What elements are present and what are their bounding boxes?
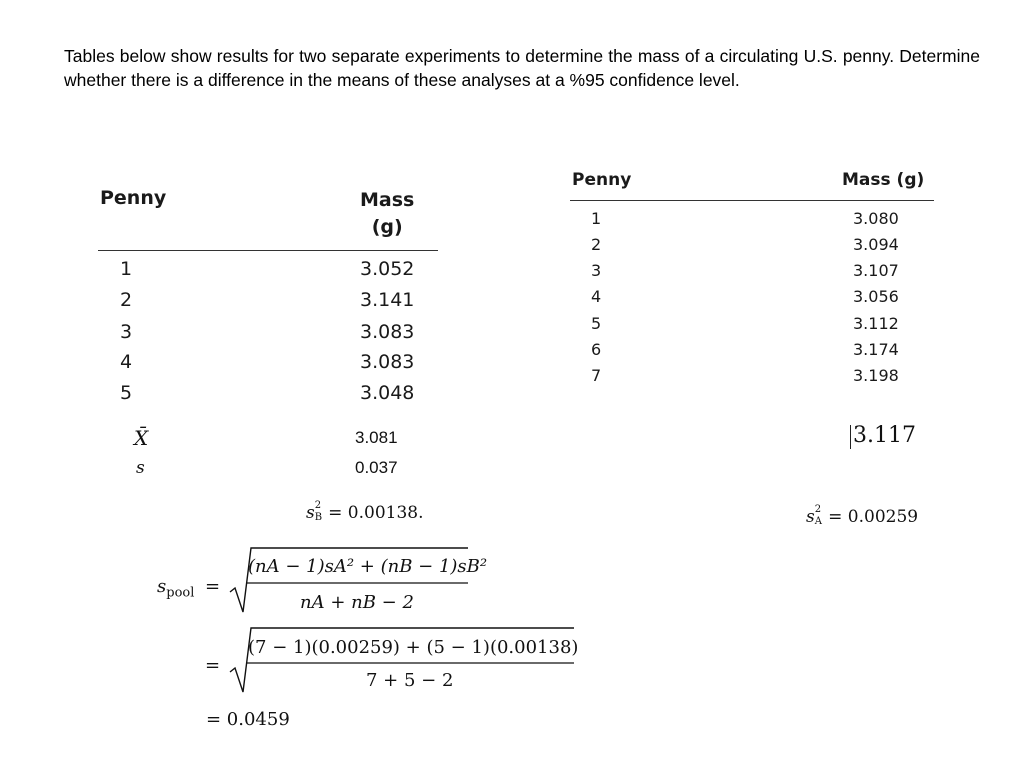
- table-row: [98, 321, 438, 349]
- penny-number: 3: [591, 261, 602, 280]
- table-experiment-b: [98, 186, 438, 404]
- fraction-1-numerator: (nA − 1)sA² + (nB − 1)sB²: [248, 556, 488, 577]
- variance-b-rhs: = 0.00138.: [328, 503, 424, 523]
- table-row: [570, 261, 934, 285]
- penny-number: 2: [591, 235, 602, 254]
- s-pool-symbol: s: [157, 576, 167, 597]
- variance-a: [806, 504, 919, 527]
- mass-value: 3.174: [853, 340, 899, 359]
- equals-sign: =: [205, 655, 221, 676]
- table-experiment-a: [570, 170, 934, 385]
- mean-value-b: 3.081: [355, 428, 398, 447]
- variance-b-sub: B: [314, 512, 323, 523]
- table-row: [98, 258, 438, 286]
- problem-statement: Tables below show results for two separate experiments to determine the mass of a circulating U.S. penny. Determine whether there is a difference in the means of these analyses at a %95 confidence level.: [64, 46, 980, 90]
- sd-value-b: 0.037: [355, 458, 398, 477]
- variance-b-sup: 2: [314, 500, 322, 511]
- variance-a-rhs: = 0.00259: [828, 507, 919, 527]
- mean-symbol: X̄: [134, 426, 149, 450]
- mass-value: 3.048: [360, 382, 415, 404]
- s-pool-label: [157, 576, 194, 601]
- mass-value: 3.198: [853, 366, 899, 385]
- penny-number: 5: [120, 382, 133, 404]
- table-row: [98, 289, 438, 317]
- column-header-mass-line1: Mass: [360, 189, 415, 211]
- variance-a-sub: A: [814, 516, 822, 527]
- mass-value: 3.083: [360, 321, 415, 343]
- fraction-2-denominator: 7 + 5 − 2: [366, 670, 454, 691]
- penny-number: 7: [591, 366, 602, 385]
- variance-a-symbol: s: [806, 507, 815, 527]
- mean-value-a: 3.117: [853, 423, 916, 448]
- table-row: [570, 209, 934, 233]
- equals-sign: =: [205, 576, 221, 597]
- table-header: [98, 186, 438, 251]
- text-cursor: [850, 425, 851, 449]
- penny-number: 6: [591, 340, 602, 359]
- penny-number: 4: [120, 351, 133, 373]
- table-row: [570, 314, 934, 338]
- penny-number: 5: [591, 314, 602, 333]
- variance-a-sup: 2: [814, 504, 822, 515]
- mass-value: 3.107: [853, 261, 899, 280]
- table-header: [570, 170, 934, 201]
- column-header-mass-line2: (g): [371, 216, 403, 238]
- table-row: [570, 366, 934, 390]
- mass-value: 3.141: [360, 289, 415, 311]
- variance-b-symbol: s: [306, 503, 315, 523]
- table-row: [98, 382, 438, 410]
- penny-number: 1: [591, 209, 602, 228]
- penny-number: 1: [120, 258, 133, 280]
- table-row: [98, 351, 438, 379]
- penny-number: 3: [120, 321, 133, 343]
- table-row: [570, 287, 934, 311]
- variance-b: [306, 500, 424, 523]
- mass-value: 3.052: [360, 258, 415, 280]
- table-row: [570, 235, 934, 259]
- table-row: [570, 340, 934, 364]
- penny-number: 2: [120, 289, 133, 311]
- pooled-sd-result: = 0.0459: [206, 709, 290, 730]
- sd-symbol: s: [136, 458, 145, 478]
- mass-value: 3.056: [853, 287, 899, 306]
- mass-value: 3.080: [853, 209, 899, 228]
- column-header-penny: Penny: [572, 170, 632, 190]
- mass-value: 3.094: [853, 235, 899, 254]
- column-header-mass: Mass (g): [842, 170, 925, 190]
- mass-value: 3.112: [853, 314, 899, 333]
- column-header-penny: Penny: [100, 187, 167, 209]
- fraction-1-denominator: nA + nB − 2: [300, 592, 414, 613]
- mass-value: 3.083: [360, 351, 415, 373]
- fraction-2-numerator: (7 − 1)(0.00259) + (5 − 1)(0.00138): [248, 637, 579, 658]
- s-pool-subscript: pool: [166, 585, 195, 601]
- penny-number: 4: [591, 287, 602, 306]
- column-header-mass: [360, 187, 414, 241]
